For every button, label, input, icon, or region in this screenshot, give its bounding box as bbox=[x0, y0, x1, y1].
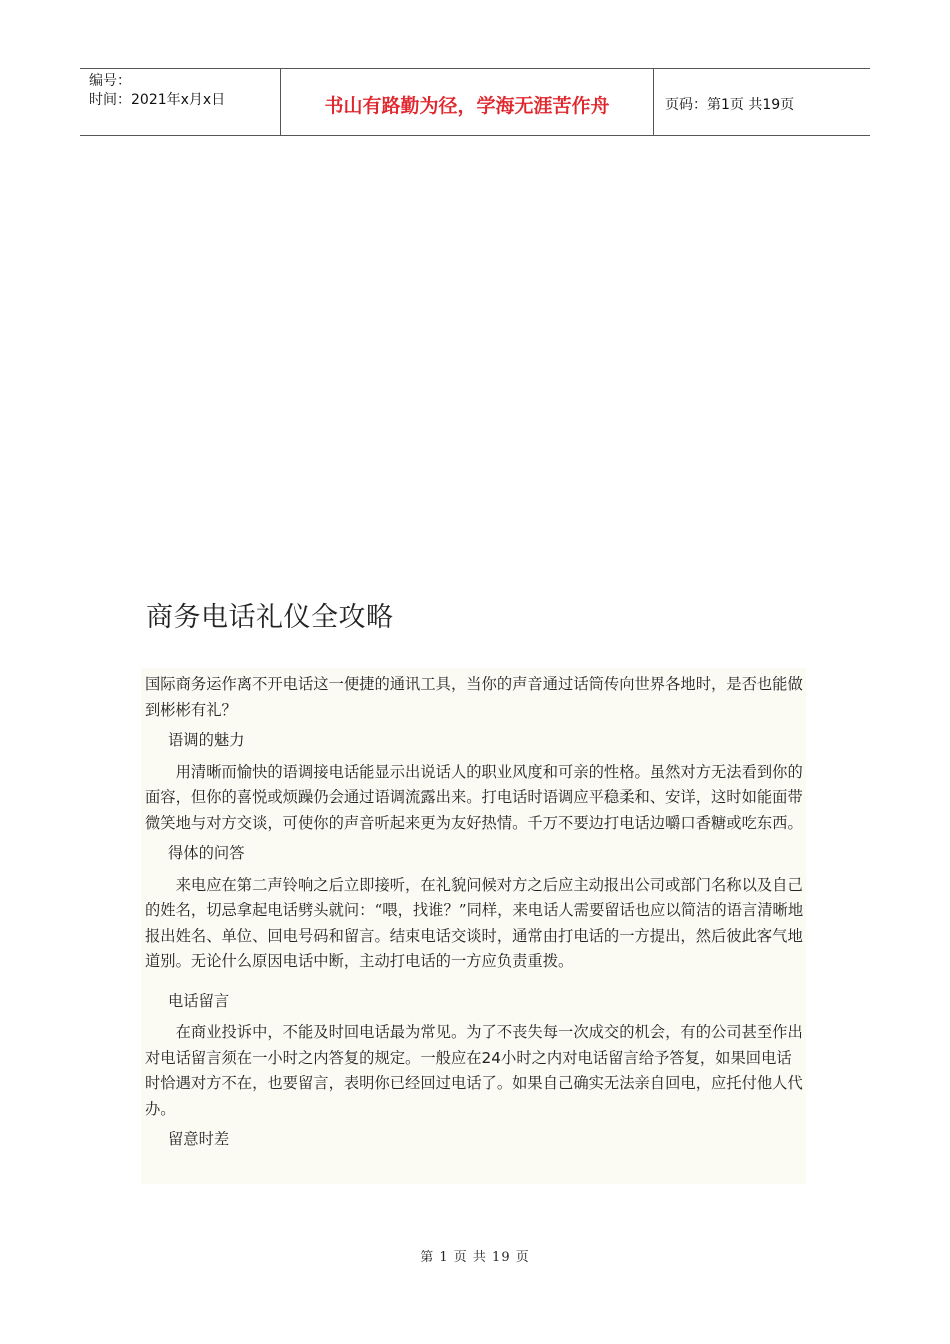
section-body-qa: 来电应在第二声铃响之后立即接听，在礼貌问候对方之后应主动报出公司或部门名称以及自己的姓名，切忌拿起电话劈头就问：“喂，找谁？”同样，来电话人需要留话也应以简洁的语言清晰地报出姓名、单位、回电号码和留言。结束电话交谈时，通常由打电话的一方提出，然后彼此客气地道别。无论什么原因电话中断，主动打电话的一方应负责重拨。 bbox=[145, 875, 804, 970]
section-heading-timezone: 留意时差 bbox=[168, 1130, 230, 1148]
header-page-info: 页码：第1页 共19页 bbox=[665, 97, 795, 113]
page-header bbox=[80, 68, 870, 136]
message-hours-number: 24 bbox=[481, 1048, 502, 1067]
header-motto-cell bbox=[281, 69, 654, 135]
footer-page-number: 第 1 页 共 19 页 bbox=[420, 1250, 530, 1265]
header-meta-cell bbox=[80, 69, 281, 135]
section-body-message bbox=[145, 1020, 806, 1122]
section-heading-qa: 得体的问答 bbox=[168, 844, 245, 862]
message-text-b: 小时之内对电话留言给予答复，如果回电话时恰遇对方不在，也要留言，表明你已经回过电话了。如果自己确实无法亲自回电，应托付他人代办。 bbox=[145, 1048, 803, 1118]
section-body-tone: 用清晰而愉快的语调接电话能显示出说话人的职业风度和可亲的性格。虽然对方无法看到你的面容，但你的喜悦或烦躁仍会通过语调流露出来。打电话时语调应平稳柔和、安详，这时如能面带微笑地与对方交谈，可使你的声音听起来更为友好热情。千万不要边打电话边嚼口香糖或吃东西。 bbox=[145, 762, 803, 832]
message-text-a: 在商业投诉中，不能及时回电话最为常见。为了不丧失每一次成交的机会，有的公司甚至作出对电话留言须在一小时之内答复的规定。一般应在 bbox=[145, 1023, 803, 1067]
number-label: 编号： bbox=[89, 73, 131, 89]
intro-paragraph: 国际商务运作离不开电话这一便捷的通讯工具，当你的声音通过话筒传向世界各地时，是否也能做到彬彬有礼？ bbox=[145, 675, 803, 719]
header-page-cell bbox=[654, 69, 870, 135]
motto-text: 书山有路勤为径，学海无涯苦作舟 bbox=[324, 94, 610, 117]
document-title: 商务电话礼仪全攻略 bbox=[146, 602, 394, 634]
time-label: 时间：2021年x月x日 bbox=[89, 92, 226, 108]
page-footer bbox=[0, 1246, 950, 1265]
document-body bbox=[141, 668, 806, 1184]
section-heading-tone: 语调的魅力 bbox=[168, 731, 245, 749]
section-heading-message: 电话留言 bbox=[168, 991, 230, 1010]
